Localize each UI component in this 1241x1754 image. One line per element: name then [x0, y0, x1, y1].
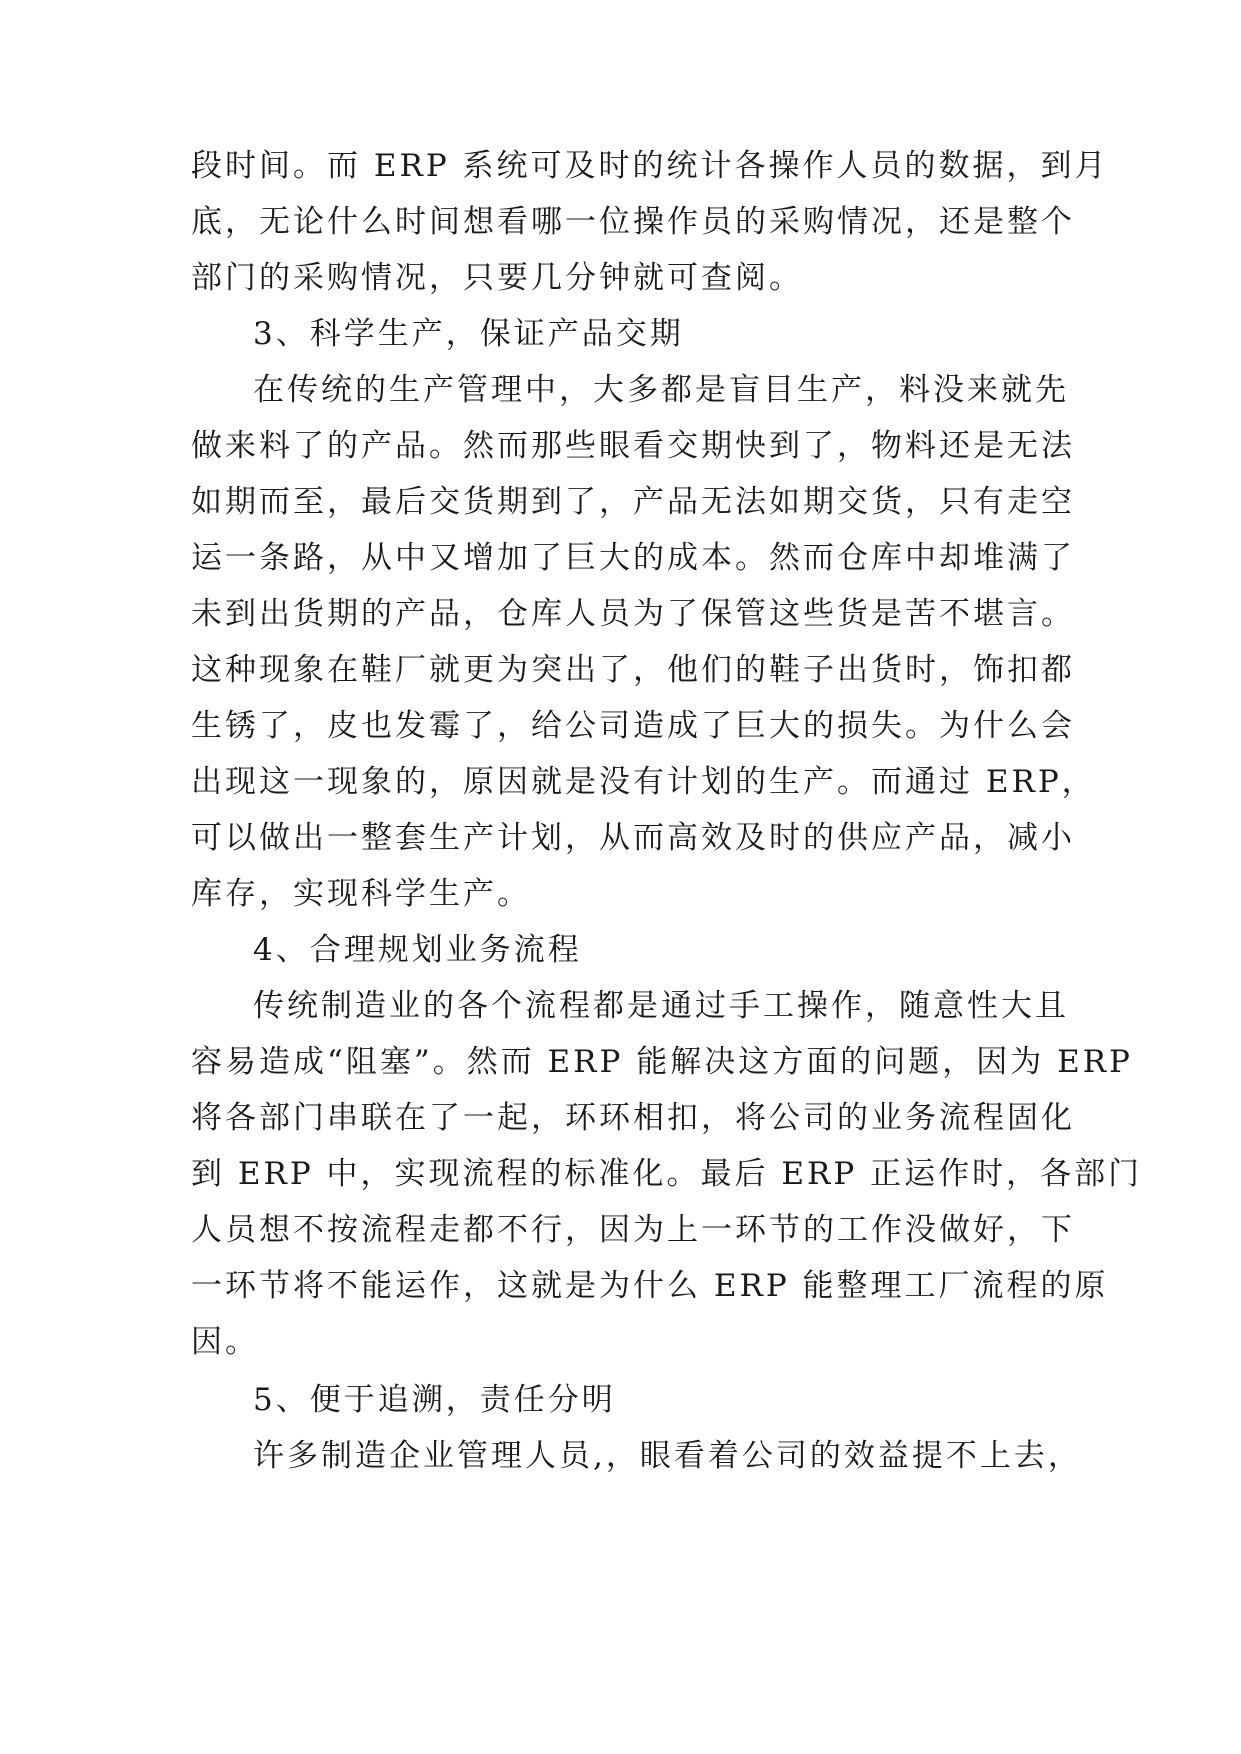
- text-line: 生锈了，皮也发霉了，给公司造成了巨大的损失。为什么会: [191, 708, 1075, 744]
- section-heading-5: 5、便于追溯，责任分明: [253, 1382, 616, 1418]
- text-line: 将各部门串联在了一起，环环相扣，将公司的业务流程固化: [191, 1100, 1075, 1136]
- paragraph-first-line: 传统制造业的各个流程都是通过手工操作，随意性大且: [253, 988, 1069, 1024]
- text-line: 出现这一现象的，原因就是没有计划的生产。而通过 ERP，: [191, 764, 1096, 800]
- section-heading-3: 3、科学生产，保证产品交期: [253, 316, 684, 352]
- text-line: 部门的采购情况，只要几分钟就可查阅。: [191, 260, 803, 296]
- paragraph-first-line: 在传统的生产管理中，大多都是盲目生产，料没来就先: [253, 372, 1069, 408]
- text-line: 段时间。而 ERP 系统可及时的统计各操作人员的数据，到月: [191, 148, 1109, 184]
- text-line: 这种现象在鞋厂就更为突出了，他们的鞋子出货时，饰扣都: [191, 652, 1075, 688]
- text-line: 底，无论什么时间想看哪一位操作员的采购情况，还是整个: [191, 204, 1075, 240]
- text-line: 到 ERP 中，实现流程的标准化。最后 ERP 正运作时，各部门: [191, 1156, 1143, 1192]
- text-line: 做来料了的产品。然而那些眼看交期快到了，物料还是无法: [191, 428, 1075, 464]
- text-line: 如期而至，最后交货期到了，产品无法如期交货，只有走空: [191, 484, 1075, 520]
- text-line: 因。: [191, 1324, 259, 1360]
- text-line: 容易造成“阻塞”。然而 ERP 能解决这方面的问题，因为 ERP: [191, 1044, 1133, 1080]
- text-line: 库存，实现科学生产。: [191, 876, 531, 912]
- paragraph-first-line: 许多制造企业管理人员,，眼看着公司的效益提不上去，: [253, 1438, 1082, 1474]
- text-line: 人员想不按流程走都不行，因为上一环节的工作没做好，下: [191, 1212, 1075, 1248]
- section-heading-4: 4、合理规划业务流程: [253, 932, 582, 968]
- text-line: 未到出货期的产品，仓库人员为了保管这些货是苦不堪言。: [191, 596, 1075, 632]
- text-line: 一环节将不能运作，这就是为什么 ERP 能整理工厂流程的原: [191, 1268, 1109, 1304]
- text-line: 运一条路，从中又增加了巨大的成本。然而仓库中却堆满了: [191, 540, 1075, 576]
- text-line: 可以做出一整套生产计划，从而高效及时的供应产品，减小: [191, 820, 1075, 856]
